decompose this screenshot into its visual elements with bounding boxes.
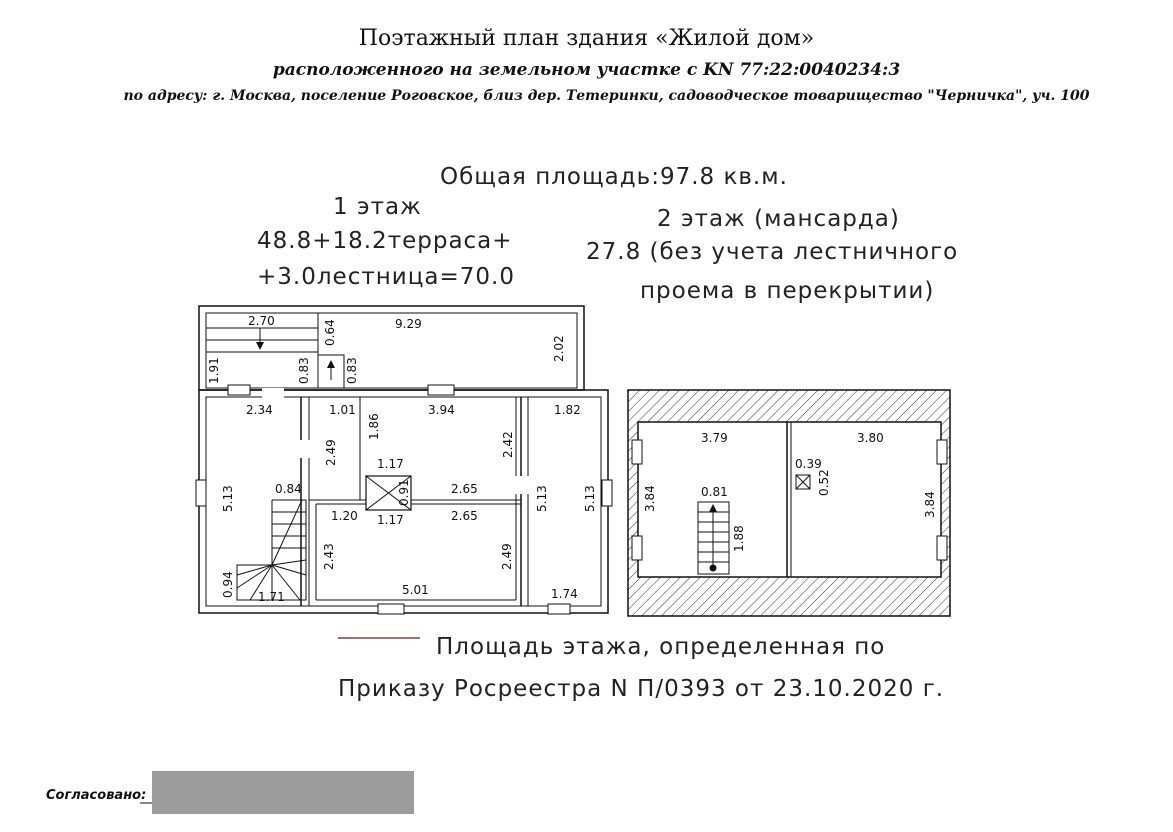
- dim-f2-vent-width: 0.39: [795, 457, 822, 471]
- floor1-title: 1 этаж: [333, 194, 422, 220]
- agreed-label: Согласовано:: [46, 788, 147, 803]
- dim-room4-bottom: 1.74: [551, 587, 578, 601]
- dim-stair-width: 0.84: [275, 482, 302, 496]
- dim-terrace-top: 2.70: [248, 314, 275, 328]
- document-subtitle: расположенного на земельном участке с KN 77:22:0040234:3: [272, 60, 901, 80]
- floor1-area-line1: 48.8+18.2терраса+: [257, 228, 513, 254]
- legend-text-line1: Площадь этажа, определенная по: [436, 634, 886, 660]
- dim-corridor-small: 1.86: [367, 413, 381, 440]
- dim-corridor-width: 1.01: [329, 403, 356, 417]
- dim-f2-vent-height: 0.52: [817, 469, 831, 496]
- legend-text-line2: Приказу Росреестра N П/0393 от 23.10.2020 г.: [338, 676, 945, 702]
- dim-outer-right-height: 5.13: [583, 485, 597, 512]
- total-area-note: Общая площадь:97.8 кв.м.: [440, 164, 788, 190]
- dim-room2-width: 3.94: [428, 403, 455, 417]
- floor1-area-line2: +3.0лестница=70.0: [257, 264, 515, 290]
- floor1-staircase: [237, 500, 306, 600]
- floor1-plan: [196, 306, 612, 614]
- dim-vent-width-bottom: 1.17: [377, 513, 404, 527]
- dim-stair-bottom-h: 0.94: [221, 571, 235, 598]
- dim-stair-a: 0.83: [297, 357, 311, 384]
- document-address: по адресу: г. Москва, поселение Роговское, близ дер. Тетеринки, садоводческое товарищество "Черничка", уч. 100: [123, 88, 1090, 104]
- dim-room3-left-width: 1.20: [331, 509, 358, 523]
- dim-f2-stair-length: 1.88: [732, 525, 746, 552]
- dim-terrace-total: 9.29: [395, 317, 422, 331]
- dim-room1-height: 5.13: [221, 485, 235, 512]
- dim-room3-top: 2.65: [451, 509, 478, 523]
- dim-room2-height: 2.42: [501, 431, 515, 458]
- dim-f2-right-height: 3.84: [923, 491, 937, 518]
- dim-terrace-right: 2.02: [552, 335, 566, 362]
- dim-room3-width: 5.01: [402, 583, 429, 597]
- floor2-area-line1: 27.8 (без учета лестничного: [586, 239, 959, 265]
- dim-f2-right-width: 3.80: [857, 431, 884, 445]
- dim-room4-width: 1.82: [554, 403, 581, 417]
- dim-corridor-height: 2.49: [324, 439, 338, 466]
- dim-stair-bottom-w: 1.71: [258, 590, 285, 604]
- dim-room4-height: 5.13: [535, 485, 549, 512]
- dim-terrace-left: 1.91: [207, 357, 221, 384]
- dim-room1-width: 2.34: [246, 403, 273, 417]
- floor2-area-line2: проема в перекрытии): [640, 278, 935, 304]
- dim-f2-stair-width: 0.81: [701, 485, 728, 499]
- dim-room3-height-right: 2.49: [500, 543, 514, 570]
- dim-vent-height: 0.91: [397, 479, 411, 506]
- document-title: Поэтажный план здания «Жилой дом»: [358, 26, 815, 51]
- dim-vent-width-top: 1.17: [377, 457, 404, 471]
- dim-room2-bottom: 2.65: [451, 482, 478, 496]
- redacted-signature: [152, 771, 414, 814]
- floor2-vent-shaft: [796, 475, 810, 489]
- dim-room3-height-left: 2.43: [322, 543, 336, 570]
- dim-f2-left-height: 3.84: [643, 485, 657, 512]
- dim-terrace-step: 0.64: [323, 319, 337, 346]
- dim-f2-left-width: 3.79: [701, 431, 728, 445]
- floor2-plan: [628, 390, 950, 616]
- floor2-title: 2 этаж (мансарда): [657, 206, 900, 232]
- dim-stair-b: 0.83: [345, 357, 359, 384]
